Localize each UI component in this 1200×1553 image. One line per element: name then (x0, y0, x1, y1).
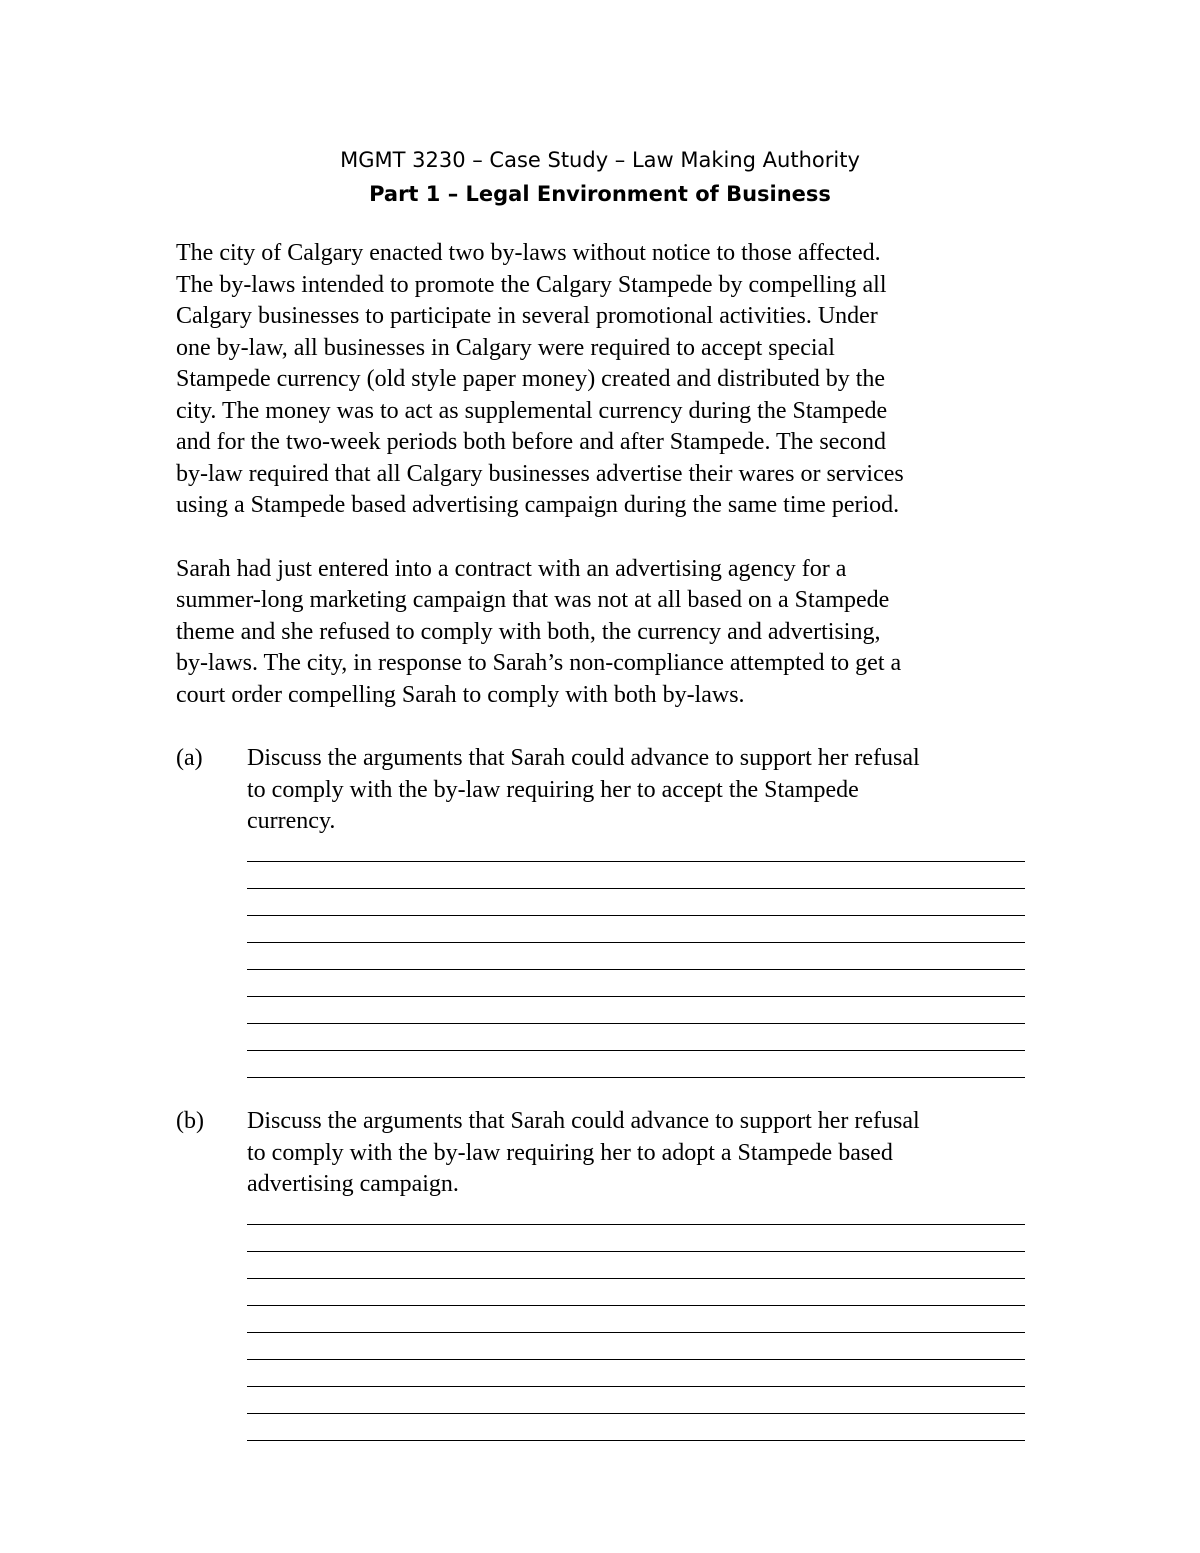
answer-line[interactable] (247, 1332, 1025, 1333)
paragraph-line: by-laws. The city, in response to Sarah’s non-compliance attempted to get a (176, 650, 902, 676)
answer-line[interactable] (247, 1077, 1025, 1078)
answer-line[interactable] (247, 1278, 1025, 1279)
answer-line[interactable] (247, 1050, 1025, 1051)
answer-line[interactable] (247, 1305, 1025, 1306)
paragraph-line: by-law required that all Calgary businesses advertise their wares or services (176, 461, 904, 487)
answer-line[interactable] (247, 969, 1025, 970)
answer-line[interactable] (247, 861, 1025, 862)
paragraph-line: Stampede currency (old style paper money) created and distributed by the (176, 366, 886, 392)
paragraph-line: one by-law, all businesses in Calgary were required to accept special (176, 335, 835, 361)
paragraph-line: court order compelling Sarah to comply with both by-laws. (176, 682, 745, 708)
paragraph-line: summer-long marketing campaign that was not at all based on a Stampede (176, 587, 890, 613)
document-subtitle: Part 1 – Legal Environment of Business (369, 182, 831, 206)
paragraph-line: Sarah had just entered into a contract with an advertising agency for a (176, 556, 847, 582)
answer-line[interactable] (247, 1224, 1025, 1225)
paragraph-line: Calgary businesses to participate in several promotional activities. Under (176, 303, 878, 329)
answer-line[interactable] (247, 942, 1025, 943)
question-text-line: to comply with the by-law requiring her to adopt a Stampede based (247, 1140, 893, 1166)
question-text-line: currency. (247, 808, 336, 834)
paragraph-line: The city of Calgary enacted two by-laws without notice to those affected. (176, 240, 881, 266)
answer-line[interactable] (247, 915, 1025, 916)
question-text-line: to comply with the by-law requiring her to accept the Stampede (247, 777, 859, 803)
paragraph-line: using a Stampede based advertising campaign during the same time period. (176, 492, 900, 518)
paragraph-line: theme and she refused to comply with both, the currency and advertising, (176, 619, 881, 645)
question-label: (b) (176, 1108, 204, 1134)
answer-line[interactable] (247, 996, 1025, 997)
question-text-line: Discuss the arguments that Sarah could advance to support her refusal (247, 1108, 920, 1134)
answer-line[interactable] (247, 1386, 1025, 1387)
paragraph-line: city. The money was to act as supplemental currency during the Stampede (176, 398, 888, 424)
answer-line[interactable] (247, 1413, 1025, 1414)
answer-line[interactable] (247, 888, 1025, 889)
question-text-line: Discuss the arguments that Sarah could advance to support her refusal (247, 745, 920, 771)
paragraph-line: The by-laws intended to promote the Calgary Stampede by compelling all (176, 272, 887, 298)
answer-line[interactable] (247, 1023, 1025, 1024)
paragraph-line: and for the two-week periods both before and after Stampede. The second (176, 429, 886, 455)
answer-line[interactable] (247, 1251, 1025, 1252)
question-label: (a) (176, 745, 203, 771)
document-title: MGMT 3230 – Case Study – Law Making Authority (340, 148, 860, 172)
answer-line[interactable] (247, 1440, 1025, 1441)
answer-line[interactable] (247, 1359, 1025, 1360)
question-text-line: advertising campaign. (247, 1171, 459, 1197)
